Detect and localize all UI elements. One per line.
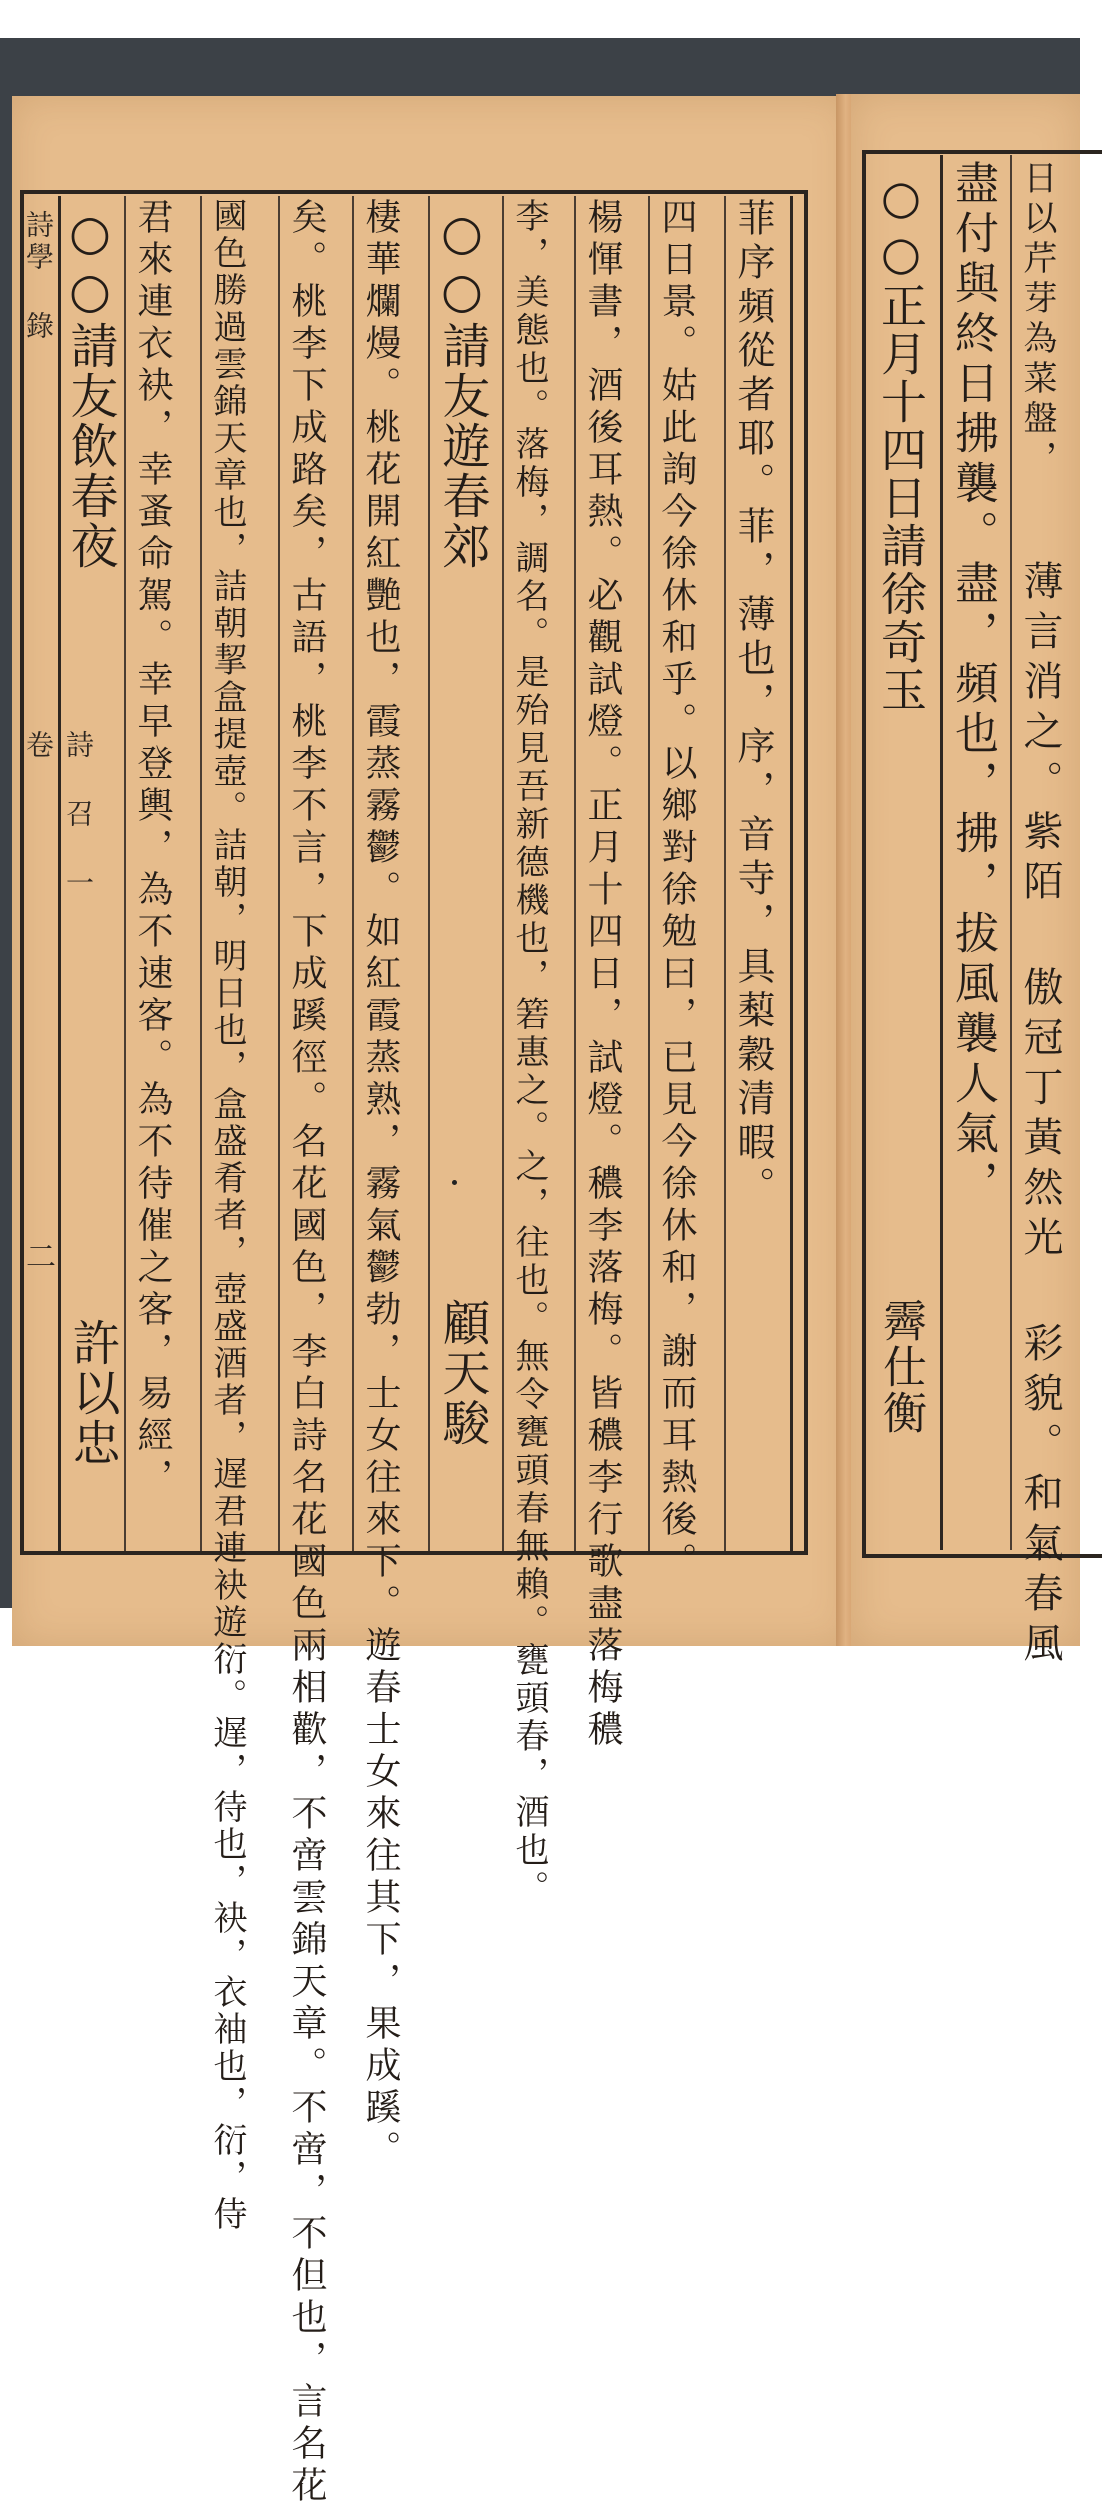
ink-dot (452, 1180, 457, 1185)
column-rule (278, 196, 280, 1551)
column-rule (352, 196, 354, 1551)
column-rule (790, 196, 793, 1551)
column-rule (502, 196, 504, 1551)
text-column-9: 君來連衣袂，幸蚤命駕。幸早登輿，為不速客。為不待催之客，易經， (132, 198, 173, 1500)
text-column-6: 棲華爛熳。桃花開紅艷也，霞蒸霧鬱。如紅霞蒸熟，霧氣鬱勃，士女往來下。遊春士女來往其下，果成蹊。 (360, 198, 401, 2172)
column-rule (58, 196, 61, 1551)
page-number: 二 (26, 1240, 56, 1275)
right-text-column-3: 薄言消之。紫陌 傲冠丁黃然光 彩貌。和氣春風 (1017, 560, 1063, 1672)
column-rule (724, 196, 726, 1551)
right-text-column-2: 盡付與終日拂襲。盡，頻也，拂，拔風襲人氣， (947, 160, 998, 1210)
margin-title: 詩學 錄 (22, 210, 55, 343)
column-rule (940, 155, 943, 1550)
heading-請友飲春夜: ○○請友飲春夜 (62, 205, 118, 571)
column-rule (428, 196, 430, 1551)
column-rule (200, 196, 202, 1551)
column-rule (124, 196, 126, 1551)
heading-正月十四日請徐奇玉: ○○正月十四日請徐奇玉 (874, 170, 928, 714)
author-許以忠: 許以忠 (64, 1318, 120, 1468)
text-column-2: 四日景。姑此詢今徐休和乎。以鄉對徐勉曰，已見今徐休和，謝而耳熱後。 (656, 198, 697, 1584)
author-霽仕衡: 霽仕衡 (875, 1298, 926, 1436)
author-顧天駿: 顧天駿 (434, 1298, 490, 1448)
text-column-8: 國色勝過雲錦天章也，詰朝挈盒提壺。詰朝，明日也，盒盛肴者，壺盛酒者，遅君連袂遊衍。遅，待也，袂，衣袖也，衍，侍 (207, 198, 247, 2233)
text-column-1: 菲序頻從者耶。菲，薄也，序，音寺，具䔧穀清暇。 (731, 198, 775, 1210)
column-rule (648, 196, 650, 1551)
right-text-column-1: 日以芹芽為菜盤， (1017, 160, 1057, 480)
text-column-7: 矣。桃李下成路矣，古語，桃李不言，下成蹊徑。名花國色，李白詩名花國色兩相歡，不啻雲錦天章。不啻，不但也，言名花 (286, 198, 327, 2508)
text-column-4: 李，美態也。落梅，調名。是殆見吾新德機也，箬惠之。之，往也。無令甕頭春無賴。甕頭春，酒也。 (509, 198, 549, 1908)
column-rule (1010, 155, 1012, 1550)
margin-volume-label: 詩 召 一 卷 (22, 730, 95, 900)
heading-請友遊春郊: ○○請友遊春郊 (434, 205, 490, 571)
book-gutter (836, 94, 852, 1646)
text-column-10 (134, 198, 135, 1543)
text-column-3: 楊惲書，酒後耳熱。必觀試燈。正月十四日，試燈。穠李落梅。皆穠李行歌盡落梅穠 (582, 198, 623, 1752)
column-rule (574, 196, 576, 1551)
